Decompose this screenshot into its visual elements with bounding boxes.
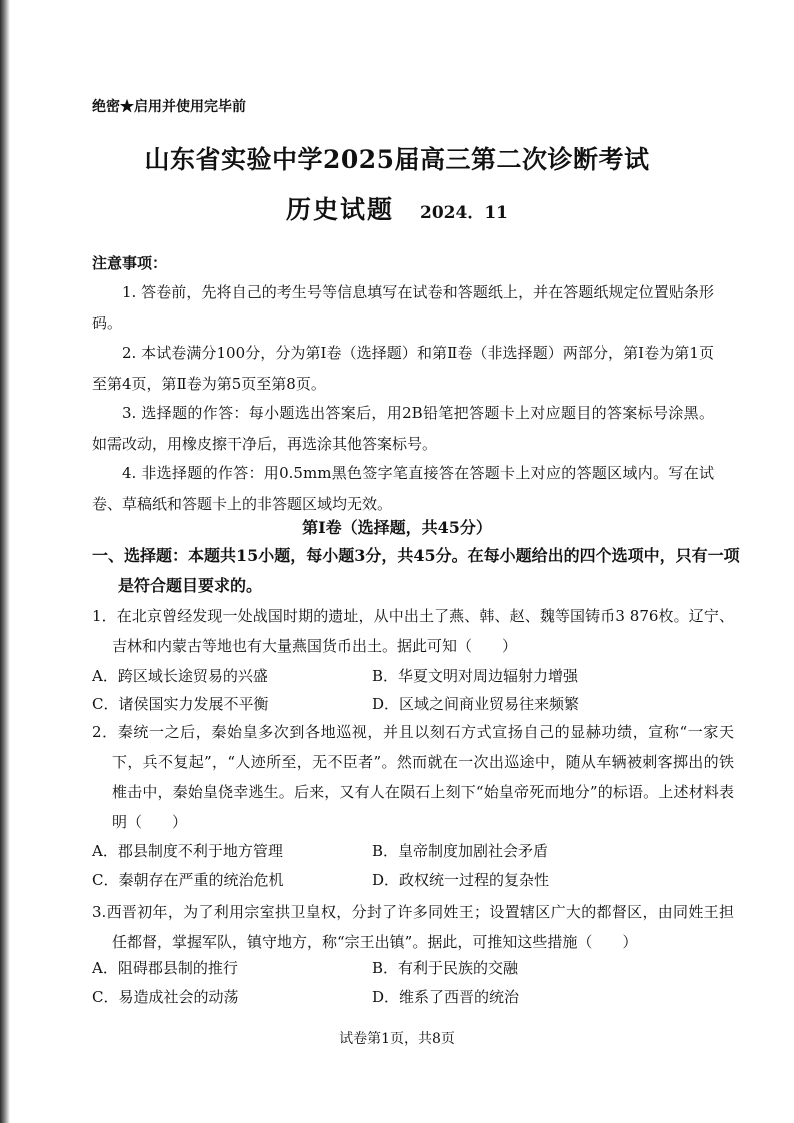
page-footer: 试卷第1页，共8页: [339, 1031, 455, 1047]
note-item: 4. 非选择题的作答：用0.5mm黑色签字笔直接答在答题卡上对应的答题区域内。写在试卷、草稿纸和答题卡上的非答题区域均无效。: [92, 464, 714, 513]
question-1-option-a: A．跨区域长途贸易的兴盛: [92, 667, 268, 685]
section-intro: 一、选择题：本题共15小题，每小题3分，共45分。在每小题给出的四个选项中，只有一项是符合题目要求的。: [92, 546, 740, 595]
question-2-option-d: D．政权统一过程的复杂性: [372, 871, 550, 889]
note-item: 1. 答卷前，先将自己的考生号等信息填写在试卷和答题纸上，并在答题纸规定位置贴条形码。: [92, 283, 714, 332]
question-1-option-b: B．华夏文明对周边辐射力增强: [372, 667, 579, 685]
subject-title: 历史试题: [286, 195, 395, 224]
question-2-option-b: B．皇帝制度加剧社会矛盾: [372, 842, 549, 860]
question-3-option-c: C．易造成社会的动荡: [92, 988, 239, 1006]
question-2-stem: 2．秦统一之后，秦始皇多次到各地巡视，并且以刻石方式宣扬自己的显赫功绩，宣称“一家天下，兵不复起”，“人迹所至，无不臣者”。然而就在一次出巡途中，随从车辆被刺客掷出的铁椎击中，秦始皇侥幸逃生。后来，又有人在陨石上刻下“始皇帝死而地分”的标语。上述材料表明（ ）: [92, 723, 734, 831]
note-item: 3. 选择题的作答：每小题选出答案后，用2B铅笔把答题卡上对应题目的答案标号涂黑。如需改动，用橡皮擦干净后，再选涂其他答案标号。: [92, 404, 714, 453]
question-2-option-c: C．秦朝存在严重的统治危机: [92, 871, 284, 889]
question-1-option-d: D．区域之间商业贸易往来频繁: [372, 695, 580, 713]
note-item: 2. 本试卷满分100分，分为第Ⅰ卷（选择题）和第Ⅱ卷（非选择题）两部分，第Ⅰ卷为第1页至第4页，第Ⅱ卷为第5页至第8页。: [92, 344, 714, 393]
question-3-stem: 3.西晋初年，为了利用宗室拱卫皇权，分封了许多同姓王；设置辖区广大的都督区，由同姓王担任都督，掌握军队，镇守地方，称“宗王出镇”。据此，可推知这些措施（ ）: [92, 903, 734, 951]
section-title: 第Ⅰ卷（选择题，共45分）: [302, 518, 492, 537]
question-3-option-a: A．阻碍郡县制的推行: [92, 959, 238, 977]
exam-title: 山东省实验中学2025届高三第二次诊断考试: [144, 145, 650, 174]
notes-heading: 注意事项：: [92, 254, 168, 272]
question-1-stem: 1．在北京曾经发现一处战国时期的遗址，从中出土了燕、韩、赵、魏等国铸币3 876枚。辽宁、吉林和内蒙古等地也有大量燕国货币出土。据此可知（ ）: [92, 607, 734, 655]
confidential-label: 绝密★启用并使用完毕前: [92, 99, 246, 115]
question-2-option-a: A．郡县制度不利于地方管理: [92, 842, 283, 860]
question-1-option-c: C．诸侯国实力发展不平衡: [92, 695, 269, 713]
question-3-option-b: B．有利于民族的交融: [372, 959, 519, 977]
question-3-option-d: D．维系了西晋的统治: [372, 988, 520, 1006]
exam-date: 2024．11: [420, 203, 508, 223]
exam-subtitle: [0, 190, 794, 226]
